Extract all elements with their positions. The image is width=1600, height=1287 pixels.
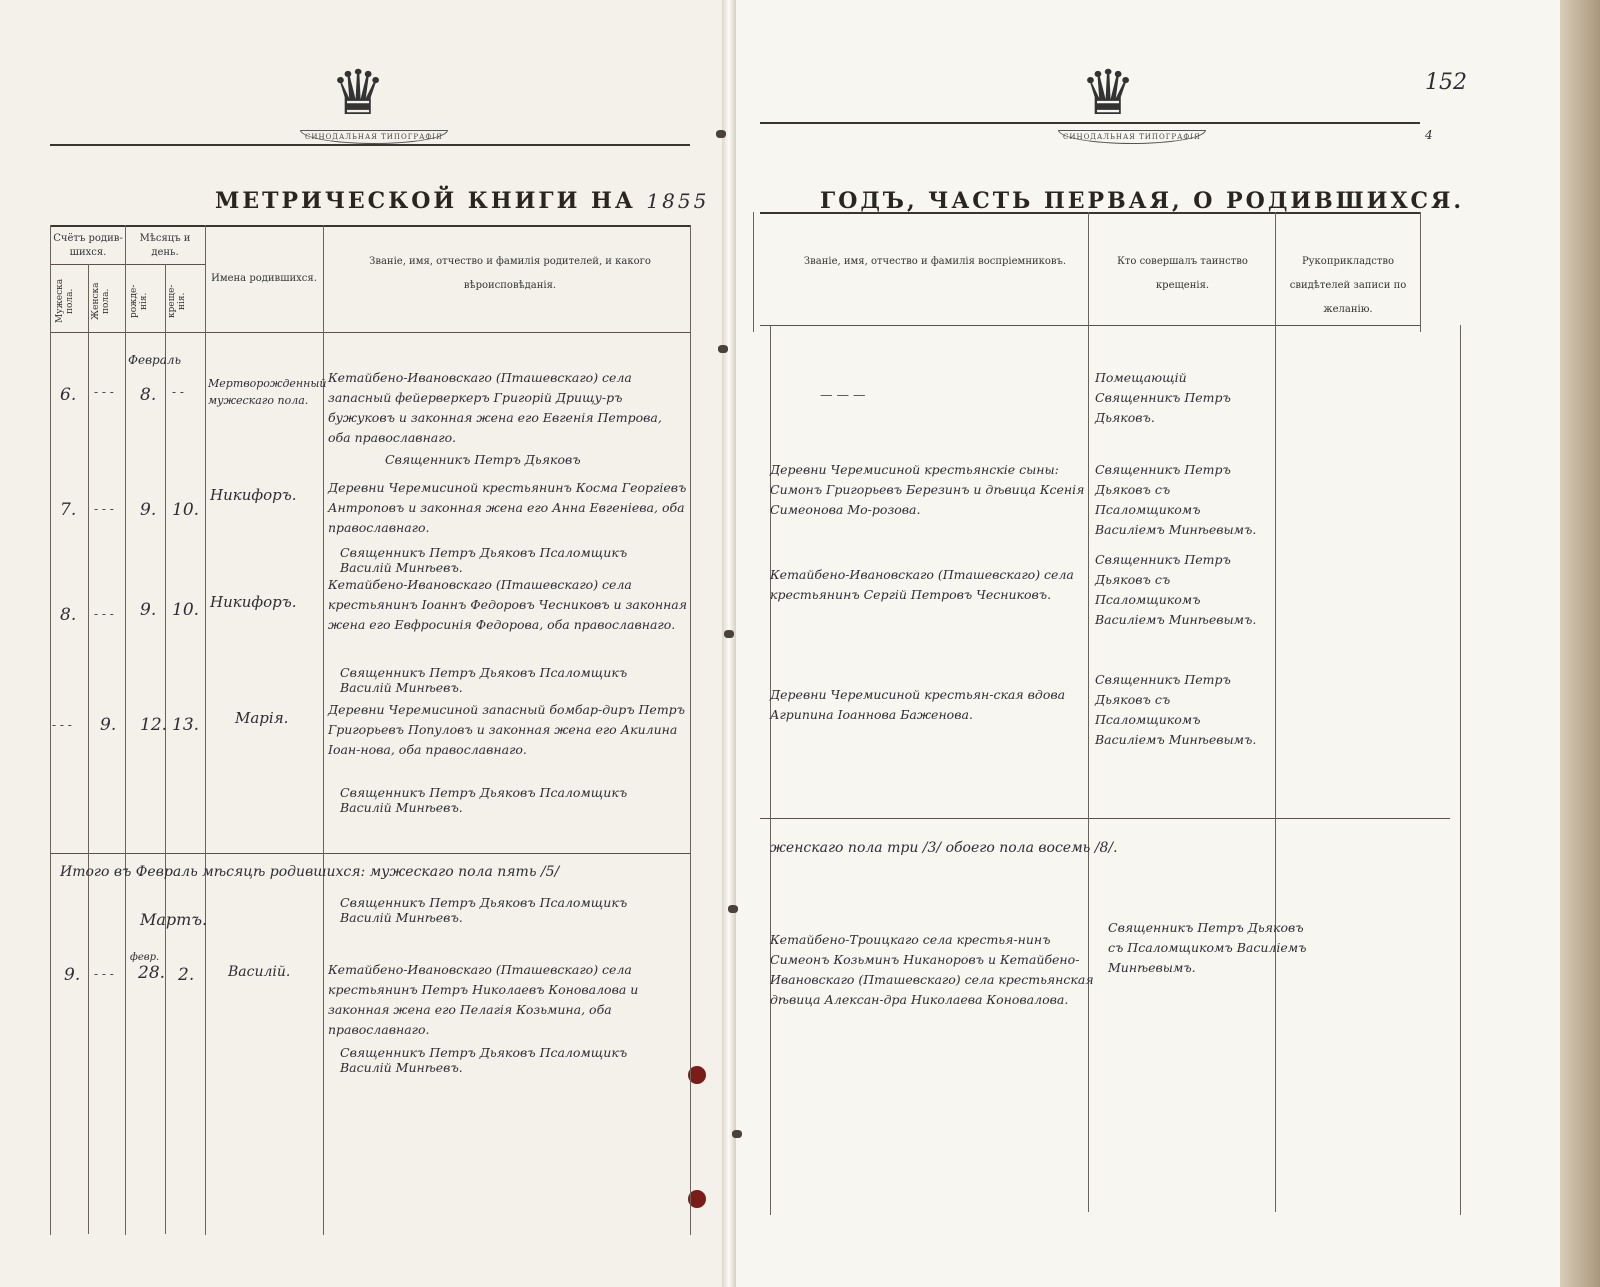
entry-number: 9. (100, 715, 117, 735)
page-number: 152 (1425, 70, 1467, 95)
entry-number: 6. (60, 385, 77, 405)
crest-band-left: СИНОДАЛЬНАЯ ТИПОГРАФІЯ (300, 130, 448, 144)
child-name: Марія. (235, 709, 289, 727)
book-spine (722, 0, 736, 1287)
binding-hole (724, 630, 734, 638)
birth-day: 9. (140, 600, 157, 620)
entry-dash: - - - (52, 718, 72, 732)
summary-left: Итого въ Февраль мѣсяцѣ родившихся: мужескаго пола пять /5/ (60, 864, 560, 880)
heading-right: ГОДЪ, ЧАСТЬ ПЕРВАЯ, О РОДИВШИХСЯ. (820, 188, 1465, 214)
binding-hole (718, 345, 728, 353)
left-border (50, 225, 51, 1235)
godparents-text: Кетайбено-Троицкаго села крестья-нинъ Симеонъ Козьминъ Никаноровъ и Кетайбено-Ивановскаго (Пташевскаго) села крестьянская дѣвица Алексан-дра Николаева Коновалова. (770, 932, 1094, 1007)
birth-day: 28. (138, 963, 166, 983)
baptism-day: 2. (178, 965, 195, 985)
summary-right: женскаго пола три /3/ обоего пола восемь /8/. (770, 840, 1118, 856)
month-label-feb: Февраль (128, 353, 182, 367)
binding-hole (732, 1130, 742, 1138)
double-headed-eagle-crest-left: ♛ (330, 56, 386, 129)
col-divider (88, 264, 89, 1234)
binding-hole (716, 130, 726, 138)
title-rule-right (760, 122, 1420, 124)
child-name: Никифоръ. (210, 593, 297, 611)
signature: Священникъ Петръ Дьяковъ Псаломщикъ Василій Минѣевъ. (340, 665, 628, 695)
entry-dash: - - - (94, 385, 114, 399)
baptism-day: 10. (172, 600, 200, 620)
header-month-group: Мѣсяцъ и день. (139, 233, 191, 258)
parents-text: Кетайбено-Ивановскаго (Пташевскаго) села крестьянинъ Петръ Николаевъ Коновалова и законная жена его Пелагія Козьмина, оба православнаго. (328, 962, 639, 1037)
birth-day: 12. (140, 715, 168, 735)
table-top-rule-right (760, 212, 1420, 214)
heading-left (215, 188, 709, 214)
crest-band-right: СИНОДАЛЬНАЯ ТИПОГРАФІЯ (1058, 130, 1206, 144)
col-divider (1460, 325, 1461, 1215)
header-bottom-rule-left (50, 332, 690, 333)
godparents-text: Деревни Черемисиной крестьян-ская вдова Агрипина Іоаннова Баженова. (770, 687, 1066, 722)
entry-number: 8. (60, 605, 77, 625)
performer-text: Священникъ Петръ Дьяковъ съ Псаломщикомъ Василіемъ Минѣевымъ. (1095, 672, 1257, 747)
baptism-day: - - (172, 385, 184, 399)
header-birth: рожде-нія. (129, 284, 149, 318)
double-headed-eagle-crest-right: ♛ (1080, 56, 1136, 129)
parents-text: Кетайбено-Ивановскаго (Пташевскаго) села запасный фейерверкеръ Григорій Дрищу-ръ бужуковъ и законная жена его Евгенія Петрова, оба православнаго. (328, 370, 662, 445)
entry-number: 7. (60, 500, 77, 520)
summary-rule-right (760, 818, 1450, 819)
godparents-text: Кетайбено-Ивановскаго (Пташевскаго) села крестьянинъ Сергій Петровъ Чесниковъ. (770, 567, 1074, 602)
birth-day: 8. (140, 385, 157, 405)
col-divider (1088, 212, 1089, 1212)
month-label-mar: Мартъ. (140, 910, 208, 929)
header-parents: Званіе, имя, отчество и фамилія родителей, и какого вѣроисповѣданія. (369, 256, 651, 291)
header-count-male: Мужеска пола. (55, 278, 75, 324)
header-bottom-rule-right (760, 325, 1420, 326)
header-witnesses: Рукоприкладство свидѣтелей записи по желанію. (1289, 256, 1407, 315)
child-name: Мертворожденный мужескаго пола. (208, 377, 327, 407)
heading-left-year: 1855 (646, 189, 710, 213)
entry-dash: - - - (94, 502, 114, 516)
col-divider (690, 225, 691, 1235)
title-rule-left (50, 144, 690, 146)
corner-mark: 4 (1425, 128, 1433, 142)
entry-dash: - - - (94, 607, 114, 621)
entry-dash: - - - (94, 967, 114, 981)
header-performer: Кто совершалъ таинство крещенія. (1117, 256, 1248, 291)
col-divider (770, 325, 771, 1215)
birth-day: 9. (140, 500, 157, 520)
month-day-label: февр. (130, 952, 160, 963)
parents-text: Кетайбено-Ивановскаго (Пташевскаго) села крестьянинъ Іоаннъ Федоровъ Чесниковъ и законная жена его Евфросинія Федорова, оба православнаго. (328, 577, 688, 632)
header-godparents: Званіе, имя, отчество и фамилія воспріемниковъ. (803, 256, 1067, 267)
summary-rule-left (50, 853, 690, 854)
summary-signature: Священникъ Петръ Дьяковъ Псаломщикъ Василій Минѣевъ. (340, 895, 628, 925)
signature: Священникъ Петръ Дьяковъ Псаломщикъ Василій Минѣевъ. (340, 785, 628, 815)
child-name: Никифоръ. (210, 486, 297, 504)
entry-number: 9. (64, 965, 81, 985)
parents-text: Деревни Черемисиной запасный бомбар-диръ Петръ Григорьевъ Популовъ и законная жена его Акилина Іоан-нова, оба православнаго. (328, 702, 686, 757)
col-divider (1420, 212, 1421, 332)
col-divider (165, 264, 166, 1234)
godparents-text: — — — (820, 387, 866, 402)
col-divider (125, 225, 126, 1235)
godparents-text: Деревни Черемисиной крестьянскіе сыны: Симонъ Григорьевъ Березинъ и дѣвица Ксенія Симеонова Мо-розова. (770, 462, 1085, 517)
header-count-female: Женска пола. (91, 282, 111, 320)
book-edge (1560, 0, 1600, 1287)
parents-text: Деревни Черемисиной крестьянинъ Косма Георгіевъ Антроповъ и законная жена его Анна Евгеніева, оба православнаго. (328, 480, 687, 535)
signature: Священникъ Петръ Дьяковъ Псаломщикъ Василій Минѣевъ. (340, 545, 628, 575)
baptism-day: 10. (172, 500, 200, 520)
signature: Священникъ Петръ Дьяковъ Псаломщикъ Василій Минѣевъ. (340, 1045, 628, 1075)
header-count-group: Счётъ родив-шихся. (53, 233, 123, 258)
performer-text: Помещающій Священникъ Петръ Дьяковъ. (1095, 370, 1231, 425)
header-baptism: креще-нія. (167, 284, 187, 318)
signature: Священникъ Петръ Дьяковъ (385, 452, 581, 467)
header-names: Имена родившихся. (211, 273, 317, 284)
child-name: Василій. (228, 964, 291, 980)
performer-text: Священникъ Петръ Дьяковъ съ Псаломщикомъ Василіемъ Минѣевымъ. (1095, 552, 1257, 627)
baptism-day: 13. (172, 715, 200, 735)
heading-left-prefix: МЕТРИЧЕСКОЙ КНИГИ НА (215, 188, 636, 214)
subheader-rule-left (50, 264, 205, 265)
performer-text: Священникъ Петръ Дьяковъ съ Псаломщикомъ Василіемъ Минѣевымъ. (1108, 920, 1307, 975)
col-divider (205, 225, 206, 1235)
performer-text: Священникъ Петръ Дьяковъ съ Псаломщикомъ Василіемъ Минѣевымъ. (1095, 462, 1257, 537)
table-top-rule-left (50, 225, 690, 227)
col-divider (1275, 212, 1276, 1212)
col-divider (753, 212, 754, 332)
binding-hole (728, 905, 738, 913)
